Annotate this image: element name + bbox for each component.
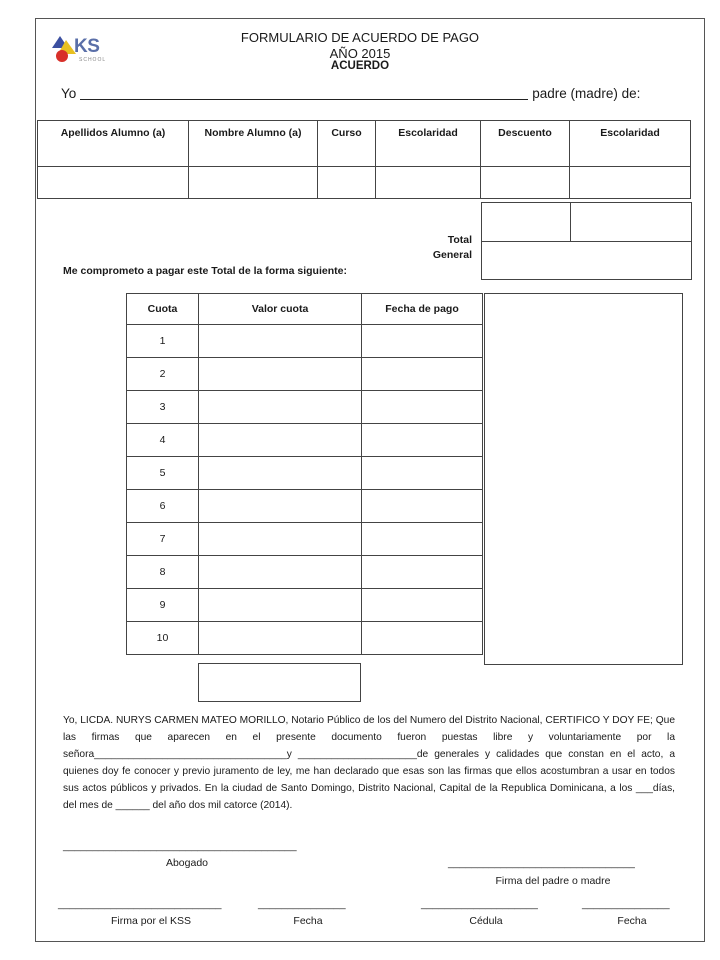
form-title: FORMULARIO DE ACUERDO DE PAGO <box>240 30 480 45</box>
cuota-number: 8 <box>127 556 199 589</box>
yo-label: Yo <box>61 86 77 101</box>
form-year: AÑO 2015 <box>329 46 391 61</box>
table-row <box>127 391 483 424</box>
col-apellidos: Apellidos Alumno (a) <box>38 121 189 167</box>
fecha-pago-cell[interactable] <box>362 523 483 556</box>
fecha-pago-cell[interactable] <box>362 490 483 523</box>
total-cuotas-box[interactable] <box>198 663 361 702</box>
notary-certification: Yo, LICDA. NURYS CARMEN MATEO MORILLO, Notario Público de los del Numero del Distrito Nacional, CERTIFICO Y DOY FE; Que las firmas que aparecen en el presente documento fueron puestas libre y voluntariamente por la señora__________________________________y _____________________de generales y calidades que constan en el acto, a quienes doy fe conocer y previo juramento de ley, me han declarado que esas son las firmas que ellos acostumbran a usar en todos sus actos públicos y privados. En la ciudad de Santo Domingo, Distrito Nacional, Capital de la Republica Dominicana, a los ___días, del mes de ______ del año dos mil catorce (2014). <box>63 715 675 811</box>
total-general-label <box>420 233 472 263</box>
cuota-number: 7 <box>127 523 199 556</box>
fecha-pago-cell[interactable] <box>362 457 483 490</box>
table-row <box>127 457 483 490</box>
cuota-number: 2 <box>127 358 199 391</box>
kss-label: Firma por el KSS <box>111 915 191 927</box>
cuota-number: 3 <box>127 391 199 424</box>
valor-cuota-cell[interactable] <box>199 589 362 622</box>
valor-cuota-cell[interactable] <box>199 523 362 556</box>
table-row <box>127 523 483 556</box>
abogado-signature-line[interactable]: ________________________________________ <box>63 840 297 852</box>
table-row <box>127 589 483 622</box>
fecha-pago-cell[interactable] <box>362 358 483 391</box>
col-escolaridad: Escolaridad <box>376 121 481 167</box>
valor-cuota-cell[interactable] <box>199 490 362 523</box>
parent-of-label: padre (madre) de: <box>532 86 641 101</box>
valor-cuota-cell[interactable] <box>199 457 362 490</box>
cuota-number: 5 <box>127 457 199 490</box>
fecha-pago-cell[interactable] <box>362 424 483 457</box>
fecha-pago-cell[interactable] <box>362 325 483 358</box>
valor-cuota-cell[interactable] <box>199 391 362 424</box>
valor-cuota-cell[interactable] <box>199 358 362 391</box>
curso-cell[interactable] <box>318 167 376 199</box>
cuota-number: 1 <box>127 325 199 358</box>
parent-name-line <box>61 86 640 101</box>
padre-signature-line[interactable]: ________________________________ <box>448 857 635 869</box>
kss-signature-line[interactable]: ____________________________ <box>58 898 222 910</box>
total-descuento-box[interactable] <box>481 202 571 242</box>
logo-subtext: SCHOOL <box>79 57 107 63</box>
total-escolaridad-box[interactable] <box>570 202 692 242</box>
total-general-box[interactable] <box>481 241 692 280</box>
total-label-line1: Total <box>447 234 472 246</box>
valor-cuota-cell[interactable] <box>199 622 362 655</box>
col-escolaridad-final: Escolaridad <box>570 121 691 167</box>
students-table <box>37 120 691 199</box>
padre-label: Firma del padre o madre <box>495 875 611 887</box>
fecha1-label: Fecha <box>293 915 323 927</box>
commitment-text: Me comprometo a pagar este Total de la forma siguiente: <box>63 265 347 277</box>
table-row <box>127 424 483 457</box>
fecha2-label: Fecha <box>617 915 647 927</box>
fecha2-line[interactable]: _______________ <box>582 898 670 910</box>
valor-cuota-cell[interactable] <box>199 325 362 358</box>
cuota-number: 6 <box>127 490 199 523</box>
parent-name-field[interactable] <box>80 86 528 100</box>
descuento-cell[interactable] <box>481 167 570 199</box>
cedula-line[interactable]: ____________________ <box>421 898 538 910</box>
fecha-pago-cell[interactable] <box>362 622 483 655</box>
notes-box[interactable] <box>484 293 683 665</box>
cuota-number: 4 <box>127 424 199 457</box>
table-row <box>127 556 483 589</box>
fecha-pago-cell[interactable] <box>362 391 483 424</box>
abogado-label: Abogado <box>165 857 209 869</box>
total-label-line2: General <box>432 249 472 261</box>
escolaridad-final-cell[interactable] <box>570 167 691 199</box>
valor-cuota-cell[interactable] <box>199 424 362 457</box>
cuota-number: 9 <box>127 589 199 622</box>
col-nombre: Nombre Alumno (a) <box>189 121 318 167</box>
col-curso: Curso <box>318 121 376 167</box>
cuota-number: 10 <box>127 622 199 655</box>
col-valor-cuota: Valor cuota <box>199 294 362 325</box>
col-cuota: Cuota <box>127 294 199 325</box>
section-title: ACUERDO <box>330 60 390 72</box>
quotas-table <box>126 293 483 655</box>
table-row <box>38 167 691 199</box>
valor-cuota-cell[interactable] <box>199 556 362 589</box>
table-row <box>127 358 483 391</box>
table-row <box>127 622 483 655</box>
fecha1-line[interactable]: _______________ <box>258 898 346 910</box>
apellidos-cell[interactable] <box>38 167 189 199</box>
fecha-pago-cell[interactable] <box>362 556 483 589</box>
col-fecha-pago: Fecha de pago <box>362 294 483 325</box>
nombre-cell[interactable] <box>189 167 318 199</box>
table-row <box>127 325 483 358</box>
cedula-label: Cédula <box>469 915 503 927</box>
logo-text: KS <box>74 36 100 57</box>
col-descuento: Descuento <box>481 121 570 167</box>
fecha-pago-cell[interactable] <box>362 589 483 622</box>
escolaridad-cell[interactable] <box>376 167 481 199</box>
table-row <box>127 490 483 523</box>
